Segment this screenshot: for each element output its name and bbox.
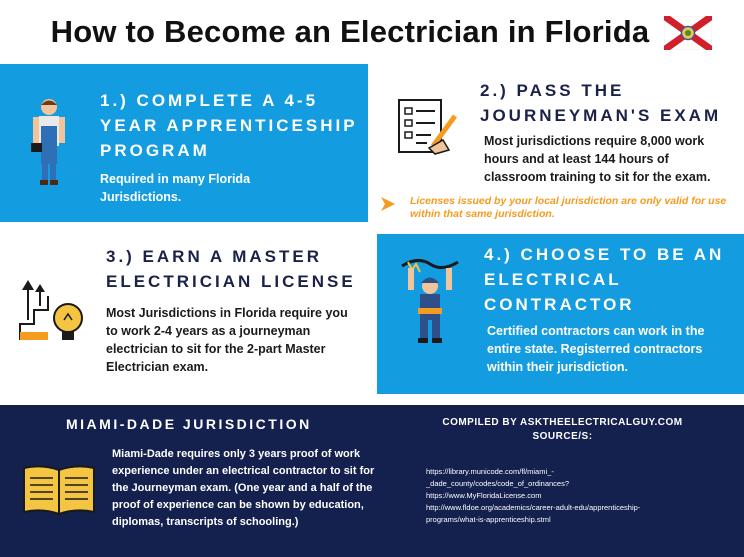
miami-dade-heading: MIAMI-DADE JURISDICTION <box>66 416 312 432</box>
arrow-right-icon <box>379 195 399 213</box>
step1-body: Required in many Florida Jurisdictions. <box>100 172 251 204</box>
exam-paper-icon <box>397 98 461 156</box>
step2-body: Most jurisdictions require 8,000 work hours and at least 144 hours of classroom training to sit for the exam. <box>484 134 711 184</box>
step4-body: Certified contractors can work in the entire state. Registerred contractors within their jurisdiction. <box>487 324 705 374</box>
source-link[interactable]: http://www.fldoe.org/academics/career-adult-edu/apprenticeship- <box>426 503 641 512</box>
source-link[interactable]: https://www.MyFloridaLicense.com <box>426 491 542 500</box>
step3-body: Most Jurisdictions in Florida require you to work 2-4 years as a journeyman electrician to sit for the 2-part Master Electrician exam. <box>106 306 348 374</box>
step4-heading: 4.) CHOOSE TO BE AN ELECTRICAL CONTRACTOR <box>484 245 725 314</box>
source-link[interactable]: _dade_county/codes/code_of_ordinances? <box>426 479 570 488</box>
growth-lightbulb-icon <box>14 276 86 346</box>
step1-heading: 1.) COMPLETE A 4-5 YEAR APPRENTICESHIP PROGRAM <box>100 91 358 160</box>
source-list <box>426 466 738 526</box>
source-link[interactable]: https://library.municode.com/fl/miami_- <box>426 467 554 476</box>
electrician-holding-wire-icon <box>398 256 462 344</box>
compiled-block <box>420 416 705 444</box>
miami-dade-body: Miami-Dade requires only 3 years proof of work experience under an electrical contractor to sit for the Journeyman exam. (One year and a half of the proof of experience can be shown by education, diplomas, transcripts of schooling.) <box>112 448 375 528</box>
page-title: How to Become an Electrician in Florida <box>50 14 650 49</box>
open-book-icon <box>20 462 98 518</box>
compiled-by: COMPILED BY ASKTHEELECTRICALGUY.COM <box>442 417 683 428</box>
step3-heading: 3.) EARN A MASTER ELECTRICIAN LICENSE <box>106 247 356 291</box>
step2-heading: 2.) PASS THE JOURNEYMAN'S EXAM <box>480 81 722 125</box>
florida-flag-icon <box>664 16 712 50</box>
step2-note: Licenses issued by your local jurisdiction are only valid for use within that same jurisdiction. <box>410 195 727 220</box>
electrician-worker-icon <box>26 96 72 188</box>
source-label: SOURCE/S: <box>532 431 593 442</box>
source-link[interactable]: programs/what-is-apprenticeship.stml <box>426 515 551 524</box>
